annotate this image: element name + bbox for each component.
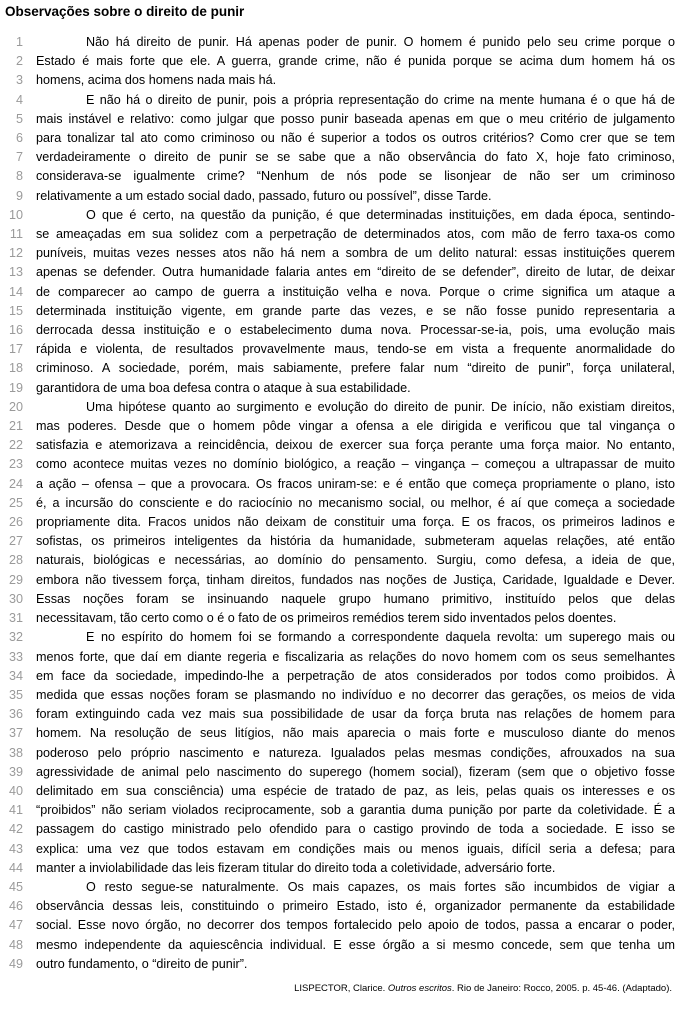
text-line [5, 801, 675, 820]
line-number: 48 [8, 937, 23, 952]
text-line [5, 532, 675, 551]
text-line [5, 686, 675, 705]
text-line [5, 187, 675, 206]
text-line [5, 33, 675, 52]
line-text: é, a incursão do consciente e do raciocínio no mecanismo social, ou melhor, é aí que começa a sociedade [36, 495, 675, 510]
line-text: explica: uma vez que todos estavam em condições mais ou menos iguais, difícil seria a defesa; para [36, 841, 675, 856]
text-line [5, 744, 675, 763]
line-text: delimitado em sua consciência) uma espécie de tratado de paz, as leis, pelas quais os interesses e os [36, 783, 675, 798]
line-text: E não há o direito de punir, pois a própria representação do crime na mente humana é o que há de [86, 92, 675, 107]
line-number: 4 [15, 92, 23, 107]
line-number: 5 [15, 111, 23, 126]
text-line [5, 878, 675, 897]
line-number: 24 [8, 476, 23, 491]
citation-work-title: Outros escritos [387, 982, 452, 994]
line-text: se ameaçadas em sua solidez com a perpetração de determinados atos, com mão de ferro taxa-os como [36, 227, 675, 242]
line-number: 43 [8, 841, 23, 856]
line-text: criminoso. A sociedade, porém, mais sabiamente, prefere falar num “direito de punir”, força unilateral, [36, 361, 675, 376]
line-number: 18 [8, 361, 23, 376]
line-number: 35 [8, 687, 23, 702]
line-number: 7 [15, 150, 23, 165]
line-number: 45 [8, 879, 23, 894]
line-text: E no espírito do homem foi se formando a correspondente daquela revolta: um superego mais ou [86, 630, 675, 645]
text-line [5, 955, 675, 974]
text-line [5, 513, 675, 532]
text-line [5, 321, 675, 340]
line-text: considerava-se igualmente crime? “Nenhum de nós pode se lisonjear de não ser um criminoso [36, 169, 675, 184]
line-text: mas poderes. Desde que o homem pôde vingar a ofensa a ele dirigida e verificou que tal vingança o [36, 419, 675, 434]
line-text: O resto segue-se naturalmente. Os mais capazes, os mais fortes são incumbidos de vigiar a [86, 879, 675, 894]
line-text: mesmo independente da aquiescência individual. E esse órgão a si mesmo concede, sem que tenha um [36, 937, 675, 952]
text-line [5, 417, 675, 436]
text-line [5, 340, 675, 359]
line-number: 49 [8, 956, 23, 971]
line-text: Essas noções foram se insinuando naquele grupo humano primitivo, instituído pelos que delas [36, 591, 675, 606]
line-text: verdadeiramente o direito de punir se se sabe que a não observância do fato X, hoje fato criminoso, [36, 150, 675, 165]
line-text: necessitavam, tão certo como o é o fato de os primeiros remédios terem sido inventados pelos doentes. [36, 611, 617, 626]
citation-author: LISPECTOR, Clarice. [294, 982, 388, 994]
page-title: Observações sobre o direito de punir [5, 4, 245, 19]
line-number: 6 [15, 131, 23, 146]
line-text: poderoso pelo próprio nascimento e natureza. Igualados pelas mesmas condições, afrouxados na sua [36, 745, 675, 760]
text-line [5, 590, 675, 609]
text-line [5, 782, 675, 801]
text-line [5, 936, 675, 955]
text-line [5, 705, 675, 724]
line-text: O que é certo, na questão da punição, é que determinadas instituições, em dada época, sentindo- [86, 207, 675, 222]
line-number: 30 [8, 591, 23, 606]
line-text: homens, acima dos homens nada mais há. [36, 73, 277, 88]
text-line [5, 916, 675, 935]
text-line [5, 206, 675, 225]
line-text: de comparecer ao campo de guerra a instituição velha e nova. Porque o crime significa um ataque a [36, 284, 675, 299]
text-line [5, 571, 675, 590]
text-line [5, 840, 675, 859]
line-number: 19 [8, 380, 23, 395]
text-line [5, 167, 675, 186]
text-line [5, 110, 675, 129]
line-text: rápida e violenta, de resultados provavelmente maus, tendo-se em vista a frequente anormalidade do [36, 342, 675, 357]
line-number: 47 [8, 918, 23, 933]
line-text: passagem do castigo ministrado pelo ofendido para o castigo provindo de toda a sociedade. E isso se [36, 822, 675, 837]
line-number: 39 [8, 764, 23, 779]
line-number: 46 [8, 899, 23, 914]
text-line [5, 52, 675, 71]
line-text: embora não tivessem força, tinham direitos, fundados nas noções de Justiça, Caridade, Igualdade e Dever. [36, 572, 675, 587]
text-line [5, 263, 675, 282]
line-text: Uma hipótese quanto ao surgimento e evolução do direito de punir. De início, não existiam direitos, [86, 399, 675, 414]
text-line [5, 379, 675, 398]
line-number: 25 [8, 495, 23, 510]
line-text: mais instável e relativo: como julgar que posso punir baseada apenas em que o meu critério de julgamento [36, 111, 675, 126]
text-line [5, 763, 675, 782]
line-number: 33 [8, 649, 23, 664]
line-number: 11 [9, 227, 23, 242]
line-number: 12 [8, 246, 23, 261]
text-line [5, 359, 675, 378]
line-text: para tonalizar tal ato como criminoso ou não é superior a todos os outros critérios? Como crer que se tem [36, 131, 675, 146]
line-text: social. Esse novo órgão, no decorrer dos tempos fortalecido pelo apoio de todos, passa a encarar o poder, [36, 918, 675, 933]
line-text: Não há direito de punir. Há apenas poder de punir. O homem é punido pelo seu crime porque o [86, 35, 675, 49]
line-text: outro fundamento, o “direito de punir”. [36, 956, 248, 971]
line-number: 8 [15, 169, 23, 184]
line-text: observância dessas leis, constituindo o primeiro Estado, isto é, organizador permanente da estabilidade [36, 899, 675, 914]
line-number: 10 [8, 207, 23, 222]
line-text: foram extinguindo cada vez mais sua possibilidade de usar da força bruta nas relações de homem para [36, 707, 675, 722]
line-text: relativamente a um estado social dado, passado, futuro ou possível”, disse Tarde. [36, 188, 492, 203]
line-text: apenas se defender. Outra humanidade falaria antes em “direito de se defender”, direito de lutar, de deixar [36, 265, 675, 280]
line-number: 9 [15, 188, 23, 203]
line-text: homem. Na resolução de seus litígios, não mais aparecia o mais forte e musculoso diante do menos [36, 726, 675, 741]
text-line [5, 648, 675, 667]
line-number: 28 [8, 553, 23, 568]
text-line [5, 398, 675, 417]
line-text: agressividade de animal pelo nascimento do superego (homem social), fizeram (sem que o objetivo fosse [36, 764, 675, 779]
line-number: 16 [8, 323, 23, 338]
line-number: 37 [8, 726, 23, 741]
text-line [5, 129, 675, 148]
line-text: como acontece muitas vezes no domínio biológico, a reação – vingança – começou a ultrapassar de muito [36, 457, 675, 472]
line-number: 3 [15, 73, 23, 88]
line-number: 29 [8, 572, 23, 587]
text-line [5, 244, 675, 263]
line-number: 40 [8, 783, 23, 798]
text-line [5, 455, 675, 474]
line-number: 23 [8, 457, 23, 472]
text-line [5, 71, 675, 90]
line-text: manter a inviolabilidade das leis fizeram titular do direito toda a coletividade, adversário forte. [36, 860, 556, 875]
line-number: 15 [8, 303, 23, 318]
text-line [5, 148, 675, 167]
line-text: determinada instituição vigente, em grande parte das vezes, e se não fosse punido representaria a [36, 303, 675, 318]
line-number: 31 [8, 611, 23, 626]
line-text: medida que essas noções foram se plasmando no indivíduo e no decorrer das gerações, os meios de vida [36, 687, 675, 702]
text-line [5, 225, 675, 244]
text-line [5, 302, 675, 321]
text-line [5, 820, 675, 839]
line-text: garantidora de uma boa defesa contra o ataque à sua estabilidade. [36, 380, 411, 395]
citation-details: . Rio de Janeiro: Rocco, 2005. p. 45-46. (Adaptado). [451, 982, 672, 994]
text-line [5, 283, 675, 302]
text-line [5, 436, 675, 455]
line-number: 14 [8, 284, 23, 299]
text-body [5, 33, 675, 974]
line-number: 32 [8, 630, 23, 645]
text-line [5, 724, 675, 743]
text-line [5, 494, 675, 513]
line-text: puníveis, muitas vezes nesses atos não há nem a sombra de um delito natural: essas instituições querem [36, 246, 675, 261]
text-line [5, 628, 675, 647]
line-number: 2 [15, 54, 23, 69]
line-number: 21 [8, 419, 23, 434]
line-text: menos forte, que daí em diante regeria e fiscalizaria as relações do novo homem com os seus semelhantes [36, 649, 675, 664]
text-line [5, 859, 675, 878]
text-line [5, 609, 675, 628]
line-number: 44 [8, 860, 23, 875]
line-number: 38 [8, 745, 23, 760]
line-text: propriamente dita. Fracos unidos não deixam de constituir uma força. E os fracos, os primeiros ladinos e [36, 515, 675, 530]
line-text: naturais, biológicas e necessárias, ao domínio do pensamento. Surgiu, como defesa, a ideia de que, [36, 553, 675, 568]
line-number: 26 [8, 515, 23, 530]
line-text: a ação – ofensa – que a provocara. Os fracos uniram-se: e é então que começa propriamente o plano, isto [36, 476, 675, 491]
line-text: Estado é mais forte que ele. A guerra, grande crime, não é punida porque se acima dum homem há os [36, 54, 675, 69]
line-number: 1 [15, 35, 23, 49]
line-text: satisfazia e atemorizava a reincidência, deixou de exercer sua força perante uma força maior. No entanto, [36, 438, 675, 453]
line-number: 17 [8, 342, 23, 357]
line-number: 22 [8, 438, 23, 453]
line-number: 36 [8, 707, 23, 722]
line-text: sofistas, os primeiros inteligentes da história da humanidade, submeteram aquelas relações, até então [36, 534, 675, 549]
line-number: 34 [8, 668, 23, 683]
text-line [5, 551, 675, 570]
line-number: 20 [8, 399, 23, 414]
text-line [5, 91, 675, 110]
line-number: 13 [8, 265, 23, 280]
citation [5, 983, 675, 995]
text-line [5, 667, 675, 686]
line-number: 42 [8, 822, 23, 837]
text-line [5, 475, 675, 494]
line-text: “proibidos” não seriam violados reciprocamente, sob a garantia duma punição por parte da coletividade. É a [36, 803, 675, 818]
line-text: derrocada dessa instituição e o estabelecimento duma nova. Processar-se-ia, pois, uma evolução mais [36, 323, 675, 338]
line-number: 27 [8, 534, 23, 549]
line-number: 41 [8, 803, 23, 818]
line-text: em face da sociedade, impedindo-lhe a perpetração de atos considerados por todos como proibidos. À [36, 668, 675, 683]
text-line [5, 897, 675, 916]
